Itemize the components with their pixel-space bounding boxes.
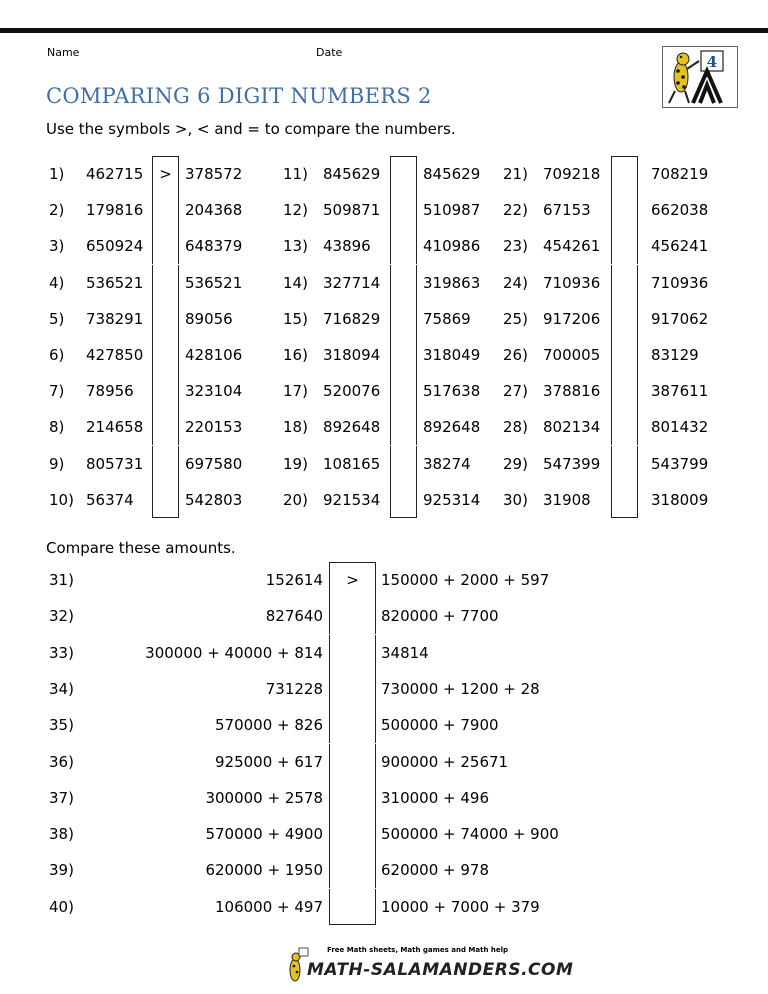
right-number: 410986	[423, 237, 481, 256]
answer-box[interactable]	[152, 446, 179, 482]
answer-box[interactable]	[329, 707, 376, 743]
question-row	[49, 156, 269, 192]
question-number: 19)	[283, 454, 308, 473]
right-number: 517638	[423, 382, 481, 401]
question-row	[503, 409, 723, 445]
question-number: 27)	[503, 382, 528, 401]
left-number: 327714	[323, 273, 381, 292]
amount-row	[49, 744, 609, 780]
question-number: 1)	[49, 165, 65, 183]
amount-row	[49, 816, 609, 852]
question-row	[283, 301, 503, 337]
right-number: 892648	[423, 418, 481, 437]
right-number: 708219	[651, 165, 709, 183]
footer-salamander-icon	[285, 946, 309, 986]
question-row	[503, 373, 723, 409]
question-number: 2)	[49, 201, 65, 220]
right-number: 319863	[423, 273, 481, 292]
question-row	[503, 156, 723, 192]
right-number: 75869	[423, 309, 471, 328]
question-row	[49, 482, 269, 518]
right-amount: 500000 + 7900	[381, 716, 499, 735]
left-amount: 570000 + 4900	[205, 825, 323, 844]
answer-box[interactable]	[611, 446, 638, 482]
left-number: 709218	[543, 165, 601, 183]
answer-box[interactable]	[611, 301, 638, 337]
left-amount: 300000 + 2578	[205, 788, 323, 807]
left-number: 520076	[323, 382, 381, 401]
question-number: 20)	[283, 490, 308, 509]
question-row	[503, 301, 723, 337]
left-number: 31908	[543, 490, 591, 509]
footer-tagline: Free Math sheets, Math games and Math help	[327, 946, 509, 954]
left-number: 547399	[543, 454, 601, 473]
answer-box[interactable]	[329, 780, 376, 816]
answer-box[interactable]	[390, 337, 417, 373]
question-row	[49, 301, 269, 337]
question-number: 31)	[49, 571, 74, 589]
answer-box[interactable]	[329, 816, 376, 852]
question-number: 34)	[49, 679, 74, 698]
question-number: 39)	[49, 861, 74, 880]
left-number: 716829	[323, 309, 381, 328]
question-number: 33)	[49, 643, 74, 662]
instructions: Use the symbols >, < and = to compare the numbers.	[46, 120, 456, 138]
question-number: 8)	[49, 418, 65, 437]
question-row	[283, 446, 503, 482]
answer-box[interactable]	[390, 156, 417, 192]
answer-box[interactable]	[390, 301, 417, 337]
question-row	[49, 228, 269, 264]
answer-box[interactable]	[611, 409, 638, 445]
left-number: 921534	[323, 490, 381, 509]
question-number: 29)	[503, 454, 528, 473]
left-number: 427850	[86, 346, 144, 364]
left-amount: 152614	[265, 571, 323, 589]
right-number: 510987	[423, 201, 481, 220]
question-row	[503, 446, 723, 482]
right-number: 318009	[651, 490, 709, 509]
question-row	[503, 228, 723, 264]
answer-box[interactable]	[390, 373, 417, 409]
question-number: 6)	[49, 346, 65, 364]
question-row	[503, 265, 723, 301]
question-number: 12)	[283, 201, 308, 220]
amount-row	[49, 852, 609, 888]
answer-box[interactable]	[152, 192, 179, 228]
question-row	[49, 446, 269, 482]
right-number: 83129	[651, 346, 699, 364]
answer-box[interactable]	[329, 852, 376, 888]
date-label: Date	[316, 46, 343, 59]
question-number: 17)	[283, 382, 308, 401]
right-number: 38274	[423, 454, 471, 473]
question-row	[503, 337, 723, 373]
amount-row	[49, 889, 609, 925]
amount-row	[49, 671, 609, 707]
left-number: 509871	[323, 201, 381, 220]
question-number: 22)	[503, 201, 528, 220]
right-number: 845629	[423, 165, 481, 183]
right-number: 318049	[423, 346, 481, 364]
left-number: 738291	[86, 309, 144, 328]
left-number: 536521	[86, 273, 144, 292]
right-number: 428106	[185, 346, 243, 364]
right-number: 710936	[651, 273, 709, 292]
right-amount: 310000 + 496	[381, 788, 489, 807]
right-number: 89056	[185, 309, 233, 328]
question-number: 4)	[49, 273, 65, 292]
right-number: 220153	[185, 418, 243, 437]
amount-row	[49, 707, 609, 743]
question-number: 15)	[283, 309, 308, 328]
right-number: 697580	[185, 454, 243, 473]
right-amount: 34814	[381, 643, 429, 662]
amount-row	[49, 562, 609, 598]
left-amount: 827640	[265, 607, 323, 626]
amount-row	[49, 598, 609, 634]
answer-box[interactable]	[152, 482, 179, 518]
question-row	[503, 192, 723, 228]
question-number: 37)	[49, 788, 74, 807]
question-number: 9)	[49, 454, 65, 473]
question-number: 30)	[503, 490, 528, 509]
question-number: 7)	[49, 382, 65, 401]
right-number: 917062	[651, 309, 709, 328]
question-number: 26)	[503, 346, 528, 364]
left-number: 805731	[86, 454, 144, 473]
question-number: 36)	[49, 752, 74, 771]
footer-site: MATH-SALAMANDERS.COM	[307, 960, 574, 980]
question-number: 21)	[503, 165, 528, 183]
question-row	[283, 192, 503, 228]
question-number: 14)	[283, 273, 308, 292]
left-amount: 925000 + 617	[215, 752, 323, 771]
right-number: 378572	[185, 165, 243, 183]
right-number: 925314	[423, 490, 481, 509]
answer-box[interactable]	[611, 192, 638, 228]
answer-box[interactable]	[329, 635, 376, 671]
answer-box[interactable]	[390, 192, 417, 228]
question-number: 3)	[49, 237, 65, 256]
left-number: 108165	[323, 454, 381, 473]
right-number: 536521	[185, 273, 243, 292]
answer-box[interactable]: >	[329, 562, 376, 598]
left-number: 378816	[543, 382, 601, 401]
left-number: 318094	[323, 346, 381, 364]
question-number: 10)	[49, 490, 74, 509]
question-row	[283, 228, 503, 264]
page-title: COMPARING 6 DIGIT NUMBERS 2	[46, 84, 432, 108]
question-number: 32)	[49, 607, 74, 626]
left-number: 892648	[323, 418, 381, 437]
answer-box[interactable]: >	[152, 156, 179, 192]
answer-box[interactable]	[390, 228, 417, 264]
answer-box[interactable]	[152, 228, 179, 264]
answer-box[interactable]	[611, 373, 638, 409]
answer-box[interactable]	[390, 446, 417, 482]
amount-row	[49, 635, 609, 671]
answer-box[interactable]	[611, 482, 638, 518]
answer-box[interactable]	[152, 409, 179, 445]
right-amount: 620000 + 978	[381, 861, 489, 880]
right-number: 542803	[185, 490, 243, 509]
question-number: 16)	[283, 346, 308, 364]
amount-row	[49, 780, 609, 816]
right-number: 648379	[185, 237, 243, 256]
question-number: 13)	[283, 237, 308, 256]
right-amount: 500000 + 74000 + 900	[381, 825, 559, 844]
answer-box[interactable]	[152, 301, 179, 337]
left-number: 700005	[543, 346, 601, 364]
answer-box[interactable]	[390, 265, 417, 301]
question-number: 38)	[49, 825, 74, 844]
answer-box[interactable]	[329, 744, 376, 780]
question-number: 35)	[49, 716, 74, 735]
footer-logo	[285, 946, 574, 986]
right-amount: 730000 + 1200 + 28	[381, 679, 540, 698]
amounts-heading: Compare these amounts.	[46, 539, 236, 557]
question-number: 40)	[49, 897, 74, 916]
left-number: 454261	[543, 237, 601, 256]
right-amount: 900000 + 25671	[381, 752, 509, 771]
answer-box[interactable]	[329, 671, 376, 707]
left-number: 650924	[86, 237, 144, 256]
answer-box[interactable]	[152, 265, 179, 301]
left-number: 179816	[86, 201, 144, 220]
right-number: 387611	[651, 382, 709, 401]
left-number: 462715	[86, 165, 144, 183]
answer-box[interactable]	[152, 337, 179, 373]
question-number: 11)	[283, 165, 308, 183]
question-row	[283, 373, 503, 409]
question-number: 25)	[503, 309, 528, 328]
answer-box[interactable]	[611, 337, 638, 373]
right-number: 456241	[651, 237, 709, 256]
name-label: Name	[47, 46, 80, 59]
question-row	[283, 265, 503, 301]
question-row	[49, 192, 269, 228]
left-amount: 620000 + 1950	[205, 861, 323, 880]
question-row	[49, 265, 269, 301]
answer-box[interactable]	[329, 598, 376, 634]
question-number: 18)	[283, 418, 308, 437]
question-row	[49, 337, 269, 373]
logo-grade: 4	[706, 53, 718, 71]
salamander-logo	[662, 46, 738, 108]
right-number: 204368	[185, 201, 243, 220]
left-number: 845629	[323, 165, 381, 183]
question-row	[503, 482, 723, 518]
answer-box[interactable]	[390, 409, 417, 445]
question-row	[283, 156, 503, 192]
left-number: 67153	[543, 201, 591, 220]
right-number: 662038	[651, 201, 709, 220]
question-row	[283, 482, 503, 518]
right-number: 543799	[651, 454, 709, 473]
left-number: 43896	[323, 237, 371, 256]
right-amount: 820000 + 7700	[381, 607, 499, 626]
left-number: 917206	[543, 309, 601, 328]
answer-box[interactable]	[611, 265, 638, 301]
question-row	[283, 337, 503, 373]
question-row	[283, 409, 503, 445]
left-amount: 731228	[265, 679, 323, 698]
question-row	[49, 409, 269, 445]
answer-box[interactable]	[611, 228, 638, 264]
left-amount: 300000 + 40000 + 814	[145, 643, 323, 662]
question-number: 24)	[503, 273, 528, 292]
answer-box[interactable]	[611, 156, 638, 192]
left-number: 78956	[86, 382, 134, 401]
right-amount: 150000 + 2000 + 597	[381, 571, 550, 589]
question-number: 28)	[503, 418, 528, 437]
left-amount: 570000 + 826	[215, 716, 323, 735]
top-rule	[0, 28, 768, 33]
left-number: 214658	[86, 418, 144, 437]
right-number: 801432	[651, 418, 709, 437]
question-number: 23)	[503, 237, 528, 256]
left-number: 56374	[86, 490, 134, 509]
left-number: 710936	[543, 273, 601, 292]
answer-box[interactable]	[152, 373, 179, 409]
left-amount: 106000 + 497	[215, 897, 323, 916]
question-number: 5)	[49, 309, 65, 328]
right-number: 323104	[185, 382, 243, 401]
question-row	[49, 373, 269, 409]
answer-box[interactable]	[390, 482, 417, 518]
right-amount: 10000 + 7000 + 379	[381, 897, 540, 916]
left-number: 802134	[543, 418, 601, 437]
answer-box[interactable]	[329, 889, 376, 925]
